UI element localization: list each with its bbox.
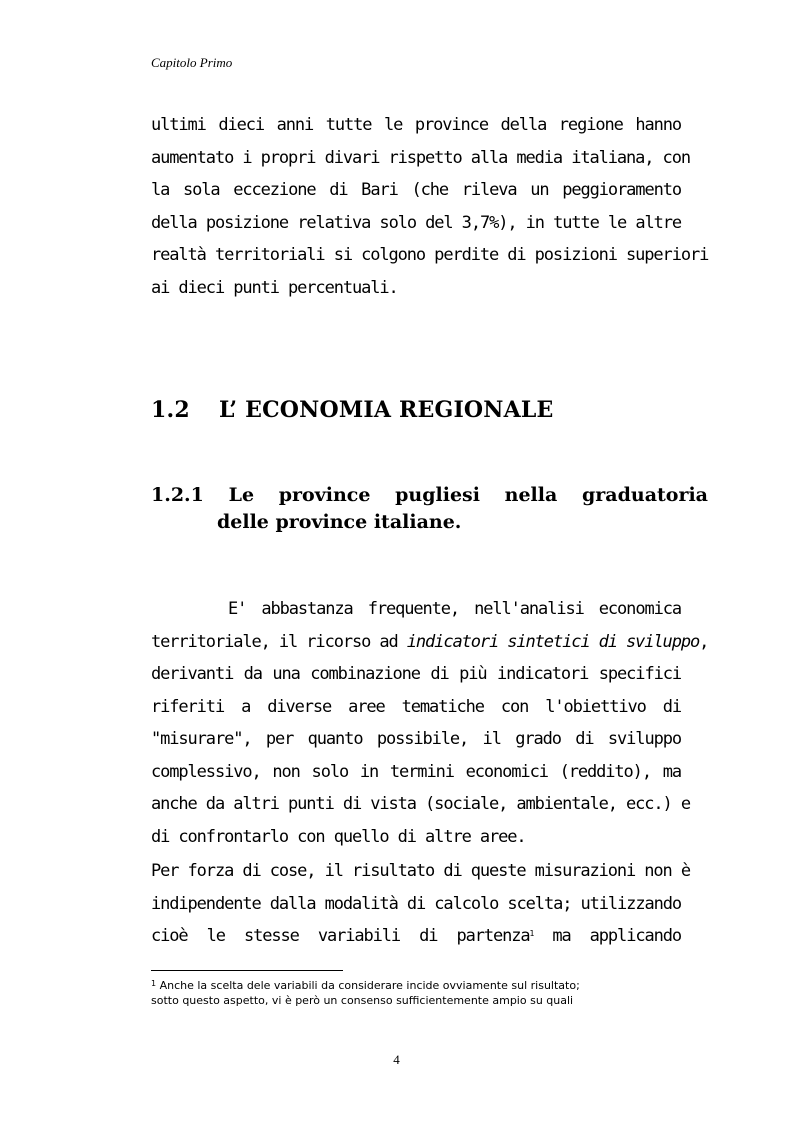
- page-number: 4: [393, 1052, 400, 1067]
- footnote-line: [151, 978, 691, 993]
- paragraph-line: di confrontarlo con quello di altre aree.: [151, 826, 526, 847]
- paragraph-line: ai dieci punti percentuali.: [151, 277, 398, 298]
- text-run: ma applicando: [533, 926, 682, 946]
- paragraph-line: "misurare", per quanto possibile, il grado di sviluppo: [151, 729, 681, 749]
- paragraph-line: indipendente dalla modalità di calcolo scelta; utilizzando: [151, 893, 681, 914]
- paragraph-line: complessivo, non solo in termini economici (reddito), ma: [151, 761, 681, 782]
- italic-term: indicatori sintetici di sviluppo: [406, 631, 700, 652]
- second-paragraph: [151, 855, 690, 953]
- paragraph-line: riferiti a diverse aree tematiche con l'obiettivo di: [151, 696, 681, 717]
- footnote-mark: 1: [151, 979, 157, 988]
- paragraph-line: [151, 626, 709, 659]
- footnote-line: sotto questo aspetto, vi è però un consenso sufficientemente ampio su quali: [151, 994, 574, 1007]
- running-header: Capitolo Primo: [151, 55, 233, 70]
- paragraph-line: ultimi dieci anni tutte le province della regione hanno: [151, 115, 681, 135]
- text-run: cioè le stesse variabili di partenza: [151, 926, 530, 946]
- footnote-text: Anche la scelta dele variabili da considerare incide ovviamente sul risultato;: [156, 979, 580, 992]
- subsection-title-line-2: delle province italiane.: [217, 511, 462, 533]
- subsection-title-line-1: 1.2.1 Le province pugliesi nella graduatoria: [151, 484, 708, 506]
- paragraph-line: Per forza di cose, il risultato di queste misurazioni non è: [151, 861, 690, 881]
- paragraph-line: aumentato i propri divari rispetto alla media italiana, con: [151, 147, 690, 168]
- section-heading: [151, 397, 554, 423]
- paragraph-line: della posizione relativa solo del 3,7%), in tutte le altre: [151, 212, 681, 233]
- footnote-separator: [151, 970, 343, 971]
- paragraph-line: E' abbastanza frequente, nell'analisi economica: [228, 599, 681, 619]
- body-paragraph: [151, 593, 709, 853]
- paragraph-line: [151, 920, 681, 953]
- paragraph-line: anche da altri punti di vista (sociale, ambientale, ecc.) e: [151, 794, 690, 814]
- intro-paragraph: [151, 109, 709, 304]
- footnote-reference[interactable]: 1: [529, 929, 534, 938]
- section-title: L’ ECONOMIA REGIONALE: [219, 397, 554, 423]
- paragraph-line: la sola eccezione di Bari (che rileva un peggioramento: [151, 180, 681, 200]
- section-number: 1.2: [151, 397, 190, 423]
- subsection-heading: [151, 482, 708, 536]
- text-run: ,: [699, 631, 709, 652]
- paragraph-line: realtà territoriali si colgono perdite di posizioni superiori: [151, 245, 709, 265]
- paragraph-line: derivanti da una combinazione di più indicatori specifici: [151, 664, 681, 684]
- text-run: territoriale, il ricorso ad: [151, 631, 407, 652]
- footnote: [151, 978, 691, 1008]
